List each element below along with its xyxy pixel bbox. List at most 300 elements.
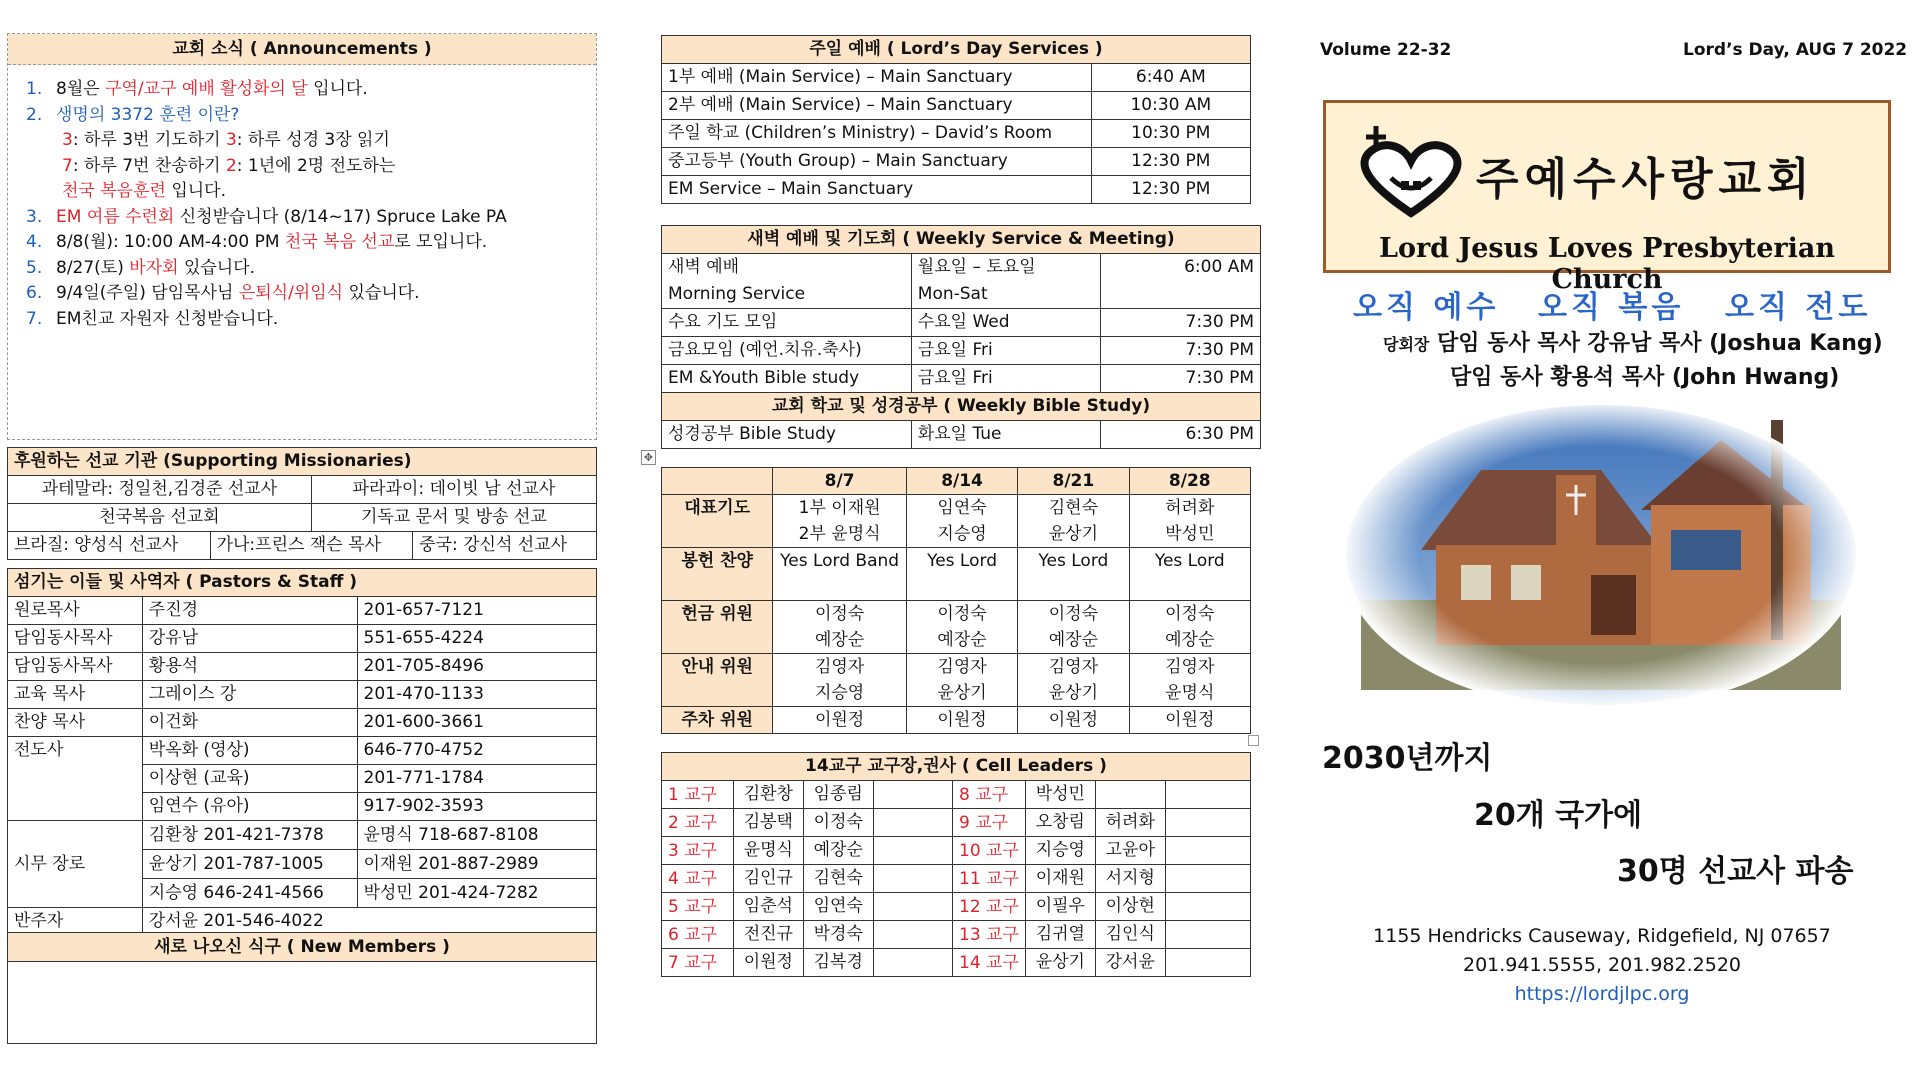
announcements-title: 교회 소식 ( Announcements ) <box>8 34 596 65</box>
weekly-row <box>662 365 1261 393</box>
cell-deacon: 이상현 <box>1095 893 1165 921</box>
staff-name: 박옥화 (영상) <box>142 737 357 765</box>
cell-leaders-row <box>662 949 1251 977</box>
new-members-box <box>7 932 597 1044</box>
staff-role: 담임동사목사 <box>8 653 143 681</box>
roster-cell <box>906 495 1017 548</box>
dawn-service-name <box>662 254 912 309</box>
pastor-prefix: 당회장 <box>1383 335 1430 354</box>
missionary-cell: 중국: 강신석 선교사 <box>413 532 597 560</box>
staff-name: 그레이스 강 <box>142 681 357 709</box>
service-row <box>662 92 1251 120</box>
cell-deacon: 박경숙 <box>803 921 873 949</box>
elder-entry: 김환창 201-421-7378 <box>142 821 357 850</box>
announcement-number: 1. <box>26 79 43 99</box>
announcement-number: 7. <box>26 308 43 329</box>
roster-name <box>1024 574 1122 600</box>
cell-extra <box>873 949 952 977</box>
weekly-time: 7:30 PM <box>1101 365 1261 393</box>
cell-leader: 김봉택 <box>733 809 803 837</box>
bible-study-title: 교회 학교 및 성경공부 ( Weekly Bible Study) <box>662 393 1261 421</box>
roster-label: 헌금 위원 <box>662 601 773 654</box>
announcement-item <box>20 77 596 103</box>
logo-korean-name: 주예수사랑교회 <box>1476 154 1816 205</box>
announcement-text: 바자회 <box>129 257 179 278</box>
announcement-text: 7 <box>62 155 73 176</box>
roster-cell <box>773 548 907 601</box>
announcement-item <box>20 128 596 154</box>
service-name: 1부 예배 (Main Service) – Main Sanctuary <box>662 64 1092 92</box>
roster-row <box>662 707 1251 734</box>
service-time: 10:30 PM <box>1091 120 1250 148</box>
service-time: 12:30 PM <box>1091 148 1250 176</box>
cell-leaders-row <box>662 893 1251 921</box>
roster-cell <box>906 654 1017 707</box>
cell-leaders-title: 14교구 교구장,권사 ( Cell Leaders ) <box>662 753 1251 781</box>
cell-number: 10 교구 <box>953 837 1026 865</box>
announcement-number: 4. <box>26 232 43 252</box>
cell-leader: 이재원 <box>1025 865 1095 893</box>
roster-name: 윤상기 <box>1048 524 1098 544</box>
roster-name: Yes Lord <box>1038 551 1109 571</box>
roster-name: 윤명식 <box>1165 683 1215 703</box>
logo-english-name: Lord Jesus Loves Presbyterian Church <box>1378 233 1836 295</box>
cell-number: 5 교구 <box>662 893 734 921</box>
roster-name: 예장순 <box>1165 630 1215 650</box>
cell-deacon <box>1095 781 1165 809</box>
bible-study-name: 성경공부 Bible Study <box>662 421 912 449</box>
announcement-number: 2. <box>26 104 43 125</box>
missionary-cell: 가나:프린스 잭슨 목사 <box>210 532 413 560</box>
roster-name: 예장순 <box>937 630 987 650</box>
missionary-cell: 천국복음 선교회 <box>8 504 312 532</box>
announcement-text: 8/27(토) <box>56 257 130 278</box>
roster-cell <box>906 601 1017 654</box>
announcement-text: 구역/교구 예배 활성화의 달 <box>105 79 308 99</box>
roster-cell <box>1018 601 1129 654</box>
announcement-text: 천국 복음 선교 <box>284 232 395 252</box>
roster-cell <box>906 548 1017 601</box>
vision-line-2: 20개 국가에 <box>1474 798 1643 833</box>
cell-leaders-table <box>661 752 1251 977</box>
roster-name: Yes Lord Band <box>780 551 900 571</box>
cell-extra <box>1165 949 1250 977</box>
staff-role: 원로목사 <box>8 597 143 625</box>
cell-number: 11 교구 <box>953 865 1026 893</box>
cell-extra <box>1165 893 1250 921</box>
cell-deacon: 예장순 <box>803 837 873 865</box>
roster-date: 8/14 <box>906 468 1017 495</box>
missionary-cell: 브라질: 양성식 선교사 <box>8 532 211 560</box>
elder-row <box>8 821 597 850</box>
roster-name: 이원정 <box>814 710 865 730</box>
weekly-name: EM &Youth Bible study <box>662 365 912 393</box>
roster-cell <box>1129 654 1250 707</box>
weekly-name: 금요모임 (예언.치유.축사) <box>662 337 912 365</box>
roster-row <box>662 495 1251 548</box>
move-handle-icon[interactable]: ✥ <box>641 450 656 465</box>
cell-leaders-row <box>662 865 1251 893</box>
senior-pastor-line <box>1383 326 1883 357</box>
announcement-text: : 하루 3번 기도하기 <box>72 130 226 150</box>
cell-deacon: 임종림 <box>803 781 873 809</box>
cell-extra <box>873 921 952 949</box>
cell-deacon: 이정숙 <box>803 809 873 837</box>
church-address <box>1322 922 1882 1009</box>
announcement-text: 9/4일(주일) 담임목사님 <box>56 283 239 303</box>
announcement-text: : 하루 성경 3장 읽기 <box>236 130 390 150</box>
vision-line-3: 30명 선교사 파송 <box>1617 854 1854 889</box>
announcement-number: 3. <box>26 206 43 227</box>
church-building-photo <box>1341 400 1861 710</box>
staff-phone: 201-771-1784 <box>357 765 597 793</box>
cell-leaders-row <box>662 809 1251 837</box>
staff-role: 찬양 목사 <box>8 709 143 737</box>
staff-title: 섬기는 이들 및 사역자 ( Pastors & Staff ) <box>8 569 597 597</box>
roster-name: Yes Lord <box>1154 551 1225 571</box>
announcement-text: 8월은 <box>56 79 106 99</box>
staff-role: 교육 목사 <box>8 681 143 709</box>
dawn-name-ko: 새벽 예배 <box>668 257 740 277</box>
announcement-item <box>20 103 596 129</box>
resize-handle-icon[interactable] <box>1248 735 1259 746</box>
service-name: EM Service – Main Sanctuary <box>662 176 1092 204</box>
announcements-list <box>8 77 596 332</box>
bible-study-day: 화요일 Tue <box>911 421 1101 449</box>
roster-name: 이정숙 <box>937 604 987 624</box>
dawn-name-en: Morning Service <box>668 284 806 304</box>
announcement-item <box>20 179 596 205</box>
service-time: 6:40 AM <box>1091 64 1250 92</box>
roster-name: 예장순 <box>814 630 865 650</box>
cell-number: 1 교구 <box>662 781 734 809</box>
staff-phone: 646-770-4752 <box>357 737 597 765</box>
staff-role: 반주자 <box>8 908 143 936</box>
cell-leader: 오창림 <box>1025 809 1095 837</box>
cell-deacon: 강서윤 <box>1095 949 1165 977</box>
roster-name: 이정숙 <box>1165 604 1215 624</box>
cell-number: 12 교구 <box>953 893 1026 921</box>
weekly-table <box>661 225 1261 449</box>
cell-leader: 이필우 <box>1025 893 1095 921</box>
roster-name <box>779 574 900 600</box>
roster-name: 김영자 <box>814 657 865 677</box>
cell-deacon: 서지형 <box>1095 865 1165 893</box>
roster-name: 윤상기 <box>937 683 987 703</box>
service-row <box>662 176 1251 204</box>
roster-corner <box>662 468 773 495</box>
roster-date: 8/21 <box>1018 468 1129 495</box>
roster-name: 이원정 <box>1048 710 1098 730</box>
roster-name <box>913 574 1011 600</box>
announcement-text: : 1년에 2명 전도하는 <box>236 155 396 176</box>
cell-deacon: 허려화 <box>1095 809 1165 837</box>
elder-entry: 박성민 201-424-7282 <box>357 879 597 908</box>
announcement-text: 있습니다. <box>343 283 420 303</box>
announcement-text: 8/8(월): 10:00 AM-4:00 PM <box>56 232 285 252</box>
street-address: 1155 Hendricks Causeway, Ridgefield, NJ 07657 <box>1373 925 1831 947</box>
announcement-text: 천국 복음훈련 <box>62 181 166 201</box>
roster-name: 예장순 <box>1048 630 1098 650</box>
volume-number: Volume 22-32 <box>1320 40 1452 60</box>
pastor-2: 담임 동사 황용석 목사 (John Hwang) <box>1450 365 1840 390</box>
service-name: 2부 예배 (Main Service) – Main Sanctuary <box>662 92 1092 120</box>
announcement-text: 3 <box>225 130 237 150</box>
slogan <box>1353 282 1873 325</box>
staff-name: 황용석 <box>142 653 357 681</box>
staff-row <box>8 653 597 681</box>
cell-number: 8 교구 <box>953 781 1026 809</box>
cell-leader: 박성민 <box>1025 781 1095 809</box>
staff-table <box>7 568 597 936</box>
roster-name: 1부 이재원 <box>798 498 881 518</box>
cell-leader: 김인규 <box>733 865 803 893</box>
announcement-number: 6. <box>26 283 43 303</box>
announcement-text: EM친교 자원자 신청받습니다. <box>56 308 279 329</box>
cell-leaders-row <box>662 921 1251 949</box>
roster-cell <box>906 707 1017 734</box>
cell-number: 14 교구 <box>953 949 1026 977</box>
elder-entry: 이재원 201-887-2989 <box>357 850 597 879</box>
announcement-text: EM 여름 수련회 <box>56 206 175 227</box>
roster-name: 2부 윤명식 <box>798 524 881 544</box>
announcement-text: 신청받습니다 (8/14~17) Spruce Lake PA <box>174 206 507 227</box>
cell-number: 4 교구 <box>662 865 734 893</box>
staff-name: 이건화 <box>142 709 357 737</box>
service-name: 주일 학교 (Children’s Ministry) – David’s Room <box>662 120 1092 148</box>
weekly-day: 금요일 Fri <box>911 365 1101 393</box>
staff-name: 임연수 (유아) <box>142 793 357 821</box>
cell-extra <box>873 837 952 865</box>
roster-cell <box>773 495 907 548</box>
roster-cell <box>773 654 907 707</box>
roster-name: 김영자 <box>1048 657 1098 677</box>
cell-deacon: 김인식 <box>1095 921 1165 949</box>
duty-roster-table <box>661 467 1251 734</box>
cell-extra <box>873 781 952 809</box>
weekly-time: 7:30 PM <box>1101 309 1261 337</box>
bulletin-date: Lord’s Day, AUG 7 2022 <box>1683 40 1908 60</box>
missionary-cell: 기독교 문서 및 방송 선교 <box>311 504 596 532</box>
roster-name: 이원정 <box>937 710 987 730</box>
roster-cell <box>773 707 907 734</box>
roster-name: 김영자 <box>1165 657 1215 677</box>
staff-phone: 201-600-3661 <box>357 709 597 737</box>
roster-date: 8/7 <box>773 468 907 495</box>
staff-row <box>8 625 597 653</box>
roster-cell <box>1018 495 1129 548</box>
cell-extra <box>1165 781 1250 809</box>
bible-study-time: 6:30 PM <box>1101 421 1261 449</box>
slogan-3: 오직 전도 <box>1725 290 1872 325</box>
services-table <box>661 35 1251 204</box>
announcement-text: 있습니다. <box>178 257 256 278</box>
weekly-name: 수요 기도 모임 <box>662 309 912 337</box>
service-row <box>662 148 1251 176</box>
roster-name: 박성민 <box>1165 524 1215 544</box>
announcement-text: 은퇴식/위임식 <box>238 283 344 303</box>
roster-cell <box>1129 601 1250 654</box>
missionaries-table <box>7 447 597 560</box>
roster-cell <box>773 601 907 654</box>
announcement-text: 입니다. <box>307 79 368 99</box>
cell-leader: 김귀열 <box>1025 921 1095 949</box>
cell-number: 9 교구 <box>953 809 1026 837</box>
roster-label: 봉헌 찬양 <box>662 548 773 601</box>
announcement-item <box>20 307 596 333</box>
cell-leader: 윤명식 <box>733 837 803 865</box>
roster-cell <box>1018 548 1129 601</box>
roster-label: 주차 위원 <box>662 707 773 734</box>
announcement-item <box>20 281 596 307</box>
weekly-row <box>662 337 1261 365</box>
cell-leader: 전진규 <box>733 921 803 949</box>
announcement-text: 2 <box>225 155 237 176</box>
staff-row <box>8 681 597 709</box>
cell-number: 6 교구 <box>662 921 734 949</box>
staff-role: 시무 장로 <box>8 821 143 908</box>
cell-extra <box>873 809 952 837</box>
roster-name: 임연숙 <box>937 498 987 518</box>
roster-name: 이원정 <box>1165 710 1215 730</box>
roster-cell <box>1018 707 1129 734</box>
organist-entry: 강서윤 201-546-4022 <box>142 908 596 936</box>
cell-leader: 임춘석 <box>733 893 803 921</box>
staff-phone: 917-902-3593 <box>357 793 597 821</box>
slogan-2: 오직 복음 <box>1538 290 1685 325</box>
dawn-day-ko: 월요일 – 토요일 <box>917 257 1036 277</box>
announcement-item <box>20 230 596 256</box>
announcement-text: 로 모입니다. <box>394 232 488 252</box>
cell-number: 7 교구 <box>662 949 734 977</box>
roster-row <box>662 654 1251 707</box>
cell-extra <box>1165 921 1250 949</box>
roster-name: 지승영 <box>814 683 865 703</box>
cell-extra <box>1165 837 1250 865</box>
roster-name: 윤상기 <box>1048 683 1098 703</box>
announcement-number: 5. <box>26 257 43 278</box>
missionaries-title: 후원하는 선교 기관 (Supporting Missionaries) <box>8 448 597 476</box>
roster-cell <box>1129 707 1250 734</box>
cell-leader: 지승영 <box>1025 837 1095 865</box>
weekly-title: 새벽 예배 및 기도회 ( Weekly Service & Meeting) <box>662 226 1261 254</box>
dawn-service-day <box>911 254 1101 309</box>
missionary-cell: 파라과이: 데이빗 남 선교사 <box>311 476 596 504</box>
staff-name: 강유남 <box>142 625 357 653</box>
roster-name: 허려화 <box>1165 498 1215 518</box>
service-name: 중고등부 (Youth Group) – Main Sanctuary <box>662 148 1092 176</box>
church-logo <box>1323 100 1891 295</box>
weekly-day: 수요일 Wed <box>911 309 1101 337</box>
announcement-text: 입니다. <box>165 181 227 201</box>
cell-deacon: 고윤아 <box>1095 837 1165 865</box>
cell-number: 3 교구 <box>662 837 734 865</box>
announcement-text: : 하루 7번 찬송하기 <box>72 155 226 176</box>
roster-row <box>662 548 1251 601</box>
roster-cell <box>1129 548 1250 601</box>
staff-name: 이상현 (교육) <box>142 765 357 793</box>
announcement-text: 3 <box>62 130 73 150</box>
elder-entry: 윤상기 201-787-1005 <box>142 850 357 879</box>
announcement-item <box>20 205 596 231</box>
phone-numbers: 201.941.5555, 201.982.2520 <box>1462 954 1741 976</box>
cell-extra <box>873 893 952 921</box>
announcements-box <box>7 33 597 440</box>
roster-name: 김현숙 <box>1048 498 1098 518</box>
weekly-row <box>662 309 1261 337</box>
dawn-service-time: 6:00 AM <box>1101 254 1261 309</box>
announcement-item <box>20 256 596 282</box>
service-row <box>662 120 1251 148</box>
cell-number: 13 교구 <box>953 921 1026 949</box>
staff-row <box>8 597 597 625</box>
roster-row <box>662 601 1251 654</box>
staff-phone: 201-657-7121 <box>357 597 597 625</box>
elder-entry: 지승영 646-241-4566 <box>142 879 357 908</box>
cell-leader: 윤상기 <box>1025 949 1095 977</box>
staff-row <box>8 737 597 765</box>
service-time: 12:30 PM <box>1091 176 1250 204</box>
elder-entry: 윤명식 718-687-8108 <box>357 821 597 850</box>
dawn-day-en: Mon-Sat <box>917 284 988 304</box>
announcement-item <box>20 154 596 180</box>
cell-number: 2 교구 <box>662 809 734 837</box>
roster-name: 김영자 <box>937 657 987 677</box>
weekly-day: 금요일 Fri <box>911 337 1101 365</box>
roster-name <box>1136 574 1244 600</box>
roster-cell <box>1018 654 1129 707</box>
staff-role: 담임동사목사 <box>8 625 143 653</box>
services-title: 주일 예배 ( Lord’s Day Services ) <box>662 36 1251 64</box>
missionary-cell: 과테말라: 정일천,김경준 선교사 <box>8 476 312 504</box>
website-link[interactable]: https://lordjlpc.org <box>1514 983 1690 1005</box>
cell-deacon: 김현숙 <box>803 865 873 893</box>
staff-phone: 201-705-8496 <box>357 653 597 681</box>
cell-extra <box>873 865 952 893</box>
new-members-title: 새로 나오신 식구 ( New Members ) <box>8 933 596 962</box>
announcement-text: 생명의 3372 훈련 이란? <box>56 104 240 125</box>
roster-label: 안내 위원 <box>662 654 773 707</box>
vision-line-1: 2030년까지 <box>1322 741 1493 776</box>
roster-date: 8/28 <box>1129 468 1250 495</box>
service-time: 10:30 AM <box>1091 92 1250 120</box>
cell-leader: 이원정 <box>733 949 803 977</box>
roster-name: Yes Lord <box>927 551 997 571</box>
cell-leader: 김환창 <box>733 781 803 809</box>
roster-cell <box>1129 495 1250 548</box>
heart-cross-icon <box>1356 123 1466 223</box>
weekly-time: 7:30 PM <box>1101 337 1261 365</box>
roster-label: 대표기도 <box>662 495 773 548</box>
cell-extra <box>1165 865 1250 893</box>
service-row <box>662 64 1251 92</box>
cell-extra <box>1165 809 1250 837</box>
staff-phone: 551-655-4224 <box>357 625 597 653</box>
cell-leaders-row <box>662 837 1251 865</box>
roster-name: 지승영 <box>937 524 987 544</box>
roster-name: 이정숙 <box>1048 604 1098 624</box>
staff-role: 전도사 <box>8 737 143 821</box>
staff-name: 주진경 <box>142 597 357 625</box>
cell-deacon: 임연숙 <box>803 893 873 921</box>
staff-row <box>8 709 597 737</box>
cell-leaders-row <box>662 781 1251 809</box>
slogan-1: 오직 예수 <box>1353 290 1500 325</box>
roster-name: 이정숙 <box>814 604 865 624</box>
cell-deacon: 김복경 <box>803 949 873 977</box>
pastor-1: 담임 동사 목사 강유남 목사 (Joshua Kang) <box>1429 331 1883 356</box>
staff-phone: 201-470-1133 <box>357 681 597 709</box>
